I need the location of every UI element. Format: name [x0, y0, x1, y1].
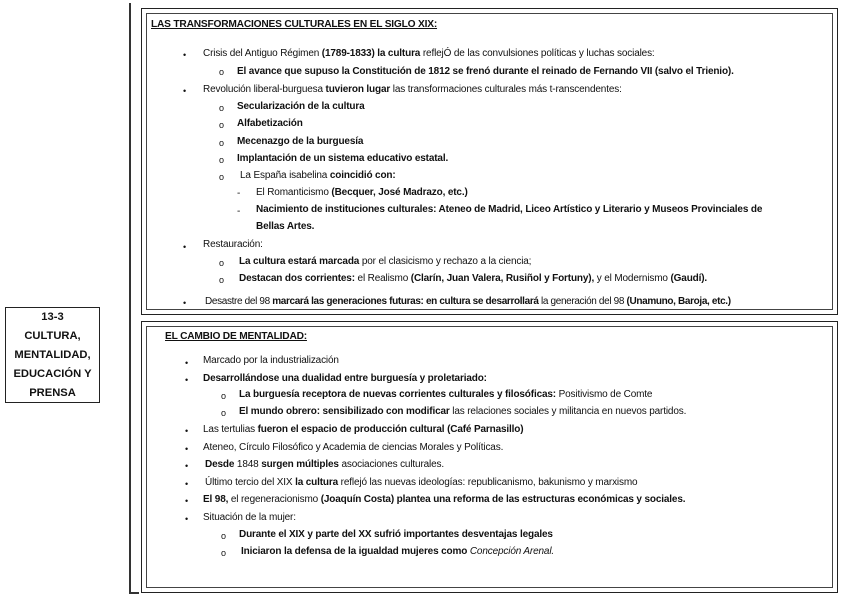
circle-bullet-icon: o: [219, 275, 225, 285]
list-item: Nacimiento de instituciones culturales: Ateneo de Madrid, Liceo Artístico y Literario y Museos Provinciales de: [256, 204, 763, 215]
list-item: Desde 1848 surgen múltiples asociaciones culturales.: [205, 459, 445, 470]
list-item: Alfabetización: [237, 118, 303, 129]
list-item: El 98, el regeneracionismo (Joaquín Costa) plantea una reforma de las estructuras económicas y sociales.: [203, 494, 686, 505]
list-item: El mundo obrero: sensibilizado con modificar las relaciones sociales y militancia en nuevos partidos.: [239, 406, 687, 417]
list-item: Último tercio del XIX la cultura reflejó las nuevas ideologías: republicanismo, bakunismo y marxismo: [205, 477, 638, 488]
list-item: Las tertulias fueron el espacio de producción cultural (Café Parnasillo): [203, 424, 524, 435]
list-item: Mecenazgo de la burguesía: [237, 136, 364, 147]
bullet-icon: •: [185, 426, 189, 436]
bracket-vertical-line: [129, 3, 131, 592]
bullet-icon: •: [183, 298, 187, 308]
list-item: Destacan dos corrientes: el Realismo (Clarín, Juan Valera, Rusiñol y Fortuny), y el Modernismo (Gaudí).: [239, 273, 708, 284]
list-item: Iniciaron la defensa de la igualdad mujeres como Concepción Arenal.: [241, 546, 555, 557]
circle-bullet-icon: o: [219, 138, 225, 148]
topic-line: MENTALIDAD,: [14, 348, 91, 361]
bullet-icon: •: [185, 496, 189, 506]
section-title: EL CAMBIO DE MENTALIDAD:: [165, 331, 307, 342]
bullet-icon: •: [185, 358, 189, 368]
list-item: Durante el XIX y parte del XX sufrió importantes desventajas legales: [239, 529, 553, 540]
circle-bullet-icon: o: [221, 531, 227, 541]
dash-bullet-icon: -: [237, 188, 241, 199]
section-title: LAS TRANSFORMACIONES CULTURALES EN EL SIGLO XIX:: [151, 19, 438, 30]
bullet-icon: •: [183, 50, 187, 60]
list-item: Ateneo, Círculo Filosófico y Academia de ciencias Morales y Políticas.: [203, 442, 504, 453]
dash-bullet-icon: -: [237, 206, 241, 217]
list-item: Situación de la mujer:: [203, 512, 296, 523]
topic-label-box: [5, 307, 100, 403]
list-item: Desastre del 98 marcará las generaciones futuras: en cultura se desarrollará la generación del 98 (Unamuno, Baroja, etc.): [205, 296, 731, 307]
circle-bullet-icon: o: [219, 103, 225, 113]
list-item: Revolución liberal-burguesa tuvieron lugar las transformaciones culturales más t-ranscendentes:: [203, 84, 622, 95]
list-item: La cultura estará marcada por el clasicismo y rechazo a la ciencia;: [239, 256, 532, 267]
list-item: El Romanticismo (Becquer, José Madrazo, etc.): [256, 187, 468, 198]
bullet-icon: •: [185, 514, 189, 524]
list-item: El avance que supuso la Constitución de 1812 se frenó durante el reinado de Fernando VII (salvo el Trienio).: [237, 66, 734, 77]
bullet-icon: •: [183, 242, 187, 252]
circle-bullet-icon: o: [219, 155, 225, 165]
list-item: La España isabelina coincidió con:: [240, 170, 396, 181]
list-item: Implantación de un sistema educativo estatal.: [237, 153, 449, 164]
bullet-icon: •: [185, 479, 189, 489]
list-item: Desarrollándose una dualidad entre burguesía y proletariado:: [203, 373, 487, 384]
circle-bullet-icon: o: [219, 172, 225, 182]
topic-number: 13-3: [41, 310, 64, 323]
circle-bullet-icon: o: [219, 120, 225, 130]
list-item: Marcado por la industrialización: [203, 355, 339, 366]
list-item: Restauración:: [203, 239, 263, 250]
list-item-continuation: Bellas Artes.: [256, 221, 315, 232]
bullet-icon: •: [185, 461, 189, 471]
topic-line: EDUCACIÓN Y: [13, 367, 92, 380]
list-item: Secularización de la cultura: [237, 101, 365, 112]
list-item: La burguesía receptora de nuevas corrientes culturales y filosóficas: Positivismo de Comte: [239, 389, 653, 400]
circle-bullet-icon: o: [221, 548, 227, 558]
circle-bullet-icon: o: [219, 67, 225, 77]
bullet-icon: •: [185, 444, 189, 454]
bracket-horizontal-line: [129, 592, 139, 594]
bullet-icon: •: [185, 375, 189, 385]
circle-bullet-icon: o: [221, 391, 227, 401]
topic-line: CULTURA,: [24, 329, 81, 342]
circle-bullet-icon: o: [219, 258, 225, 268]
bullet-icon: •: [183, 86, 187, 96]
topic-line: PRENSA: [29, 386, 76, 399]
list-item: Crisis del Antiguo Régimen (1789-1833) la cultura reflejÓ de las convulsiones políticas y luchas sociales:: [203, 48, 655, 59]
circle-bullet-icon: o: [221, 408, 227, 418]
